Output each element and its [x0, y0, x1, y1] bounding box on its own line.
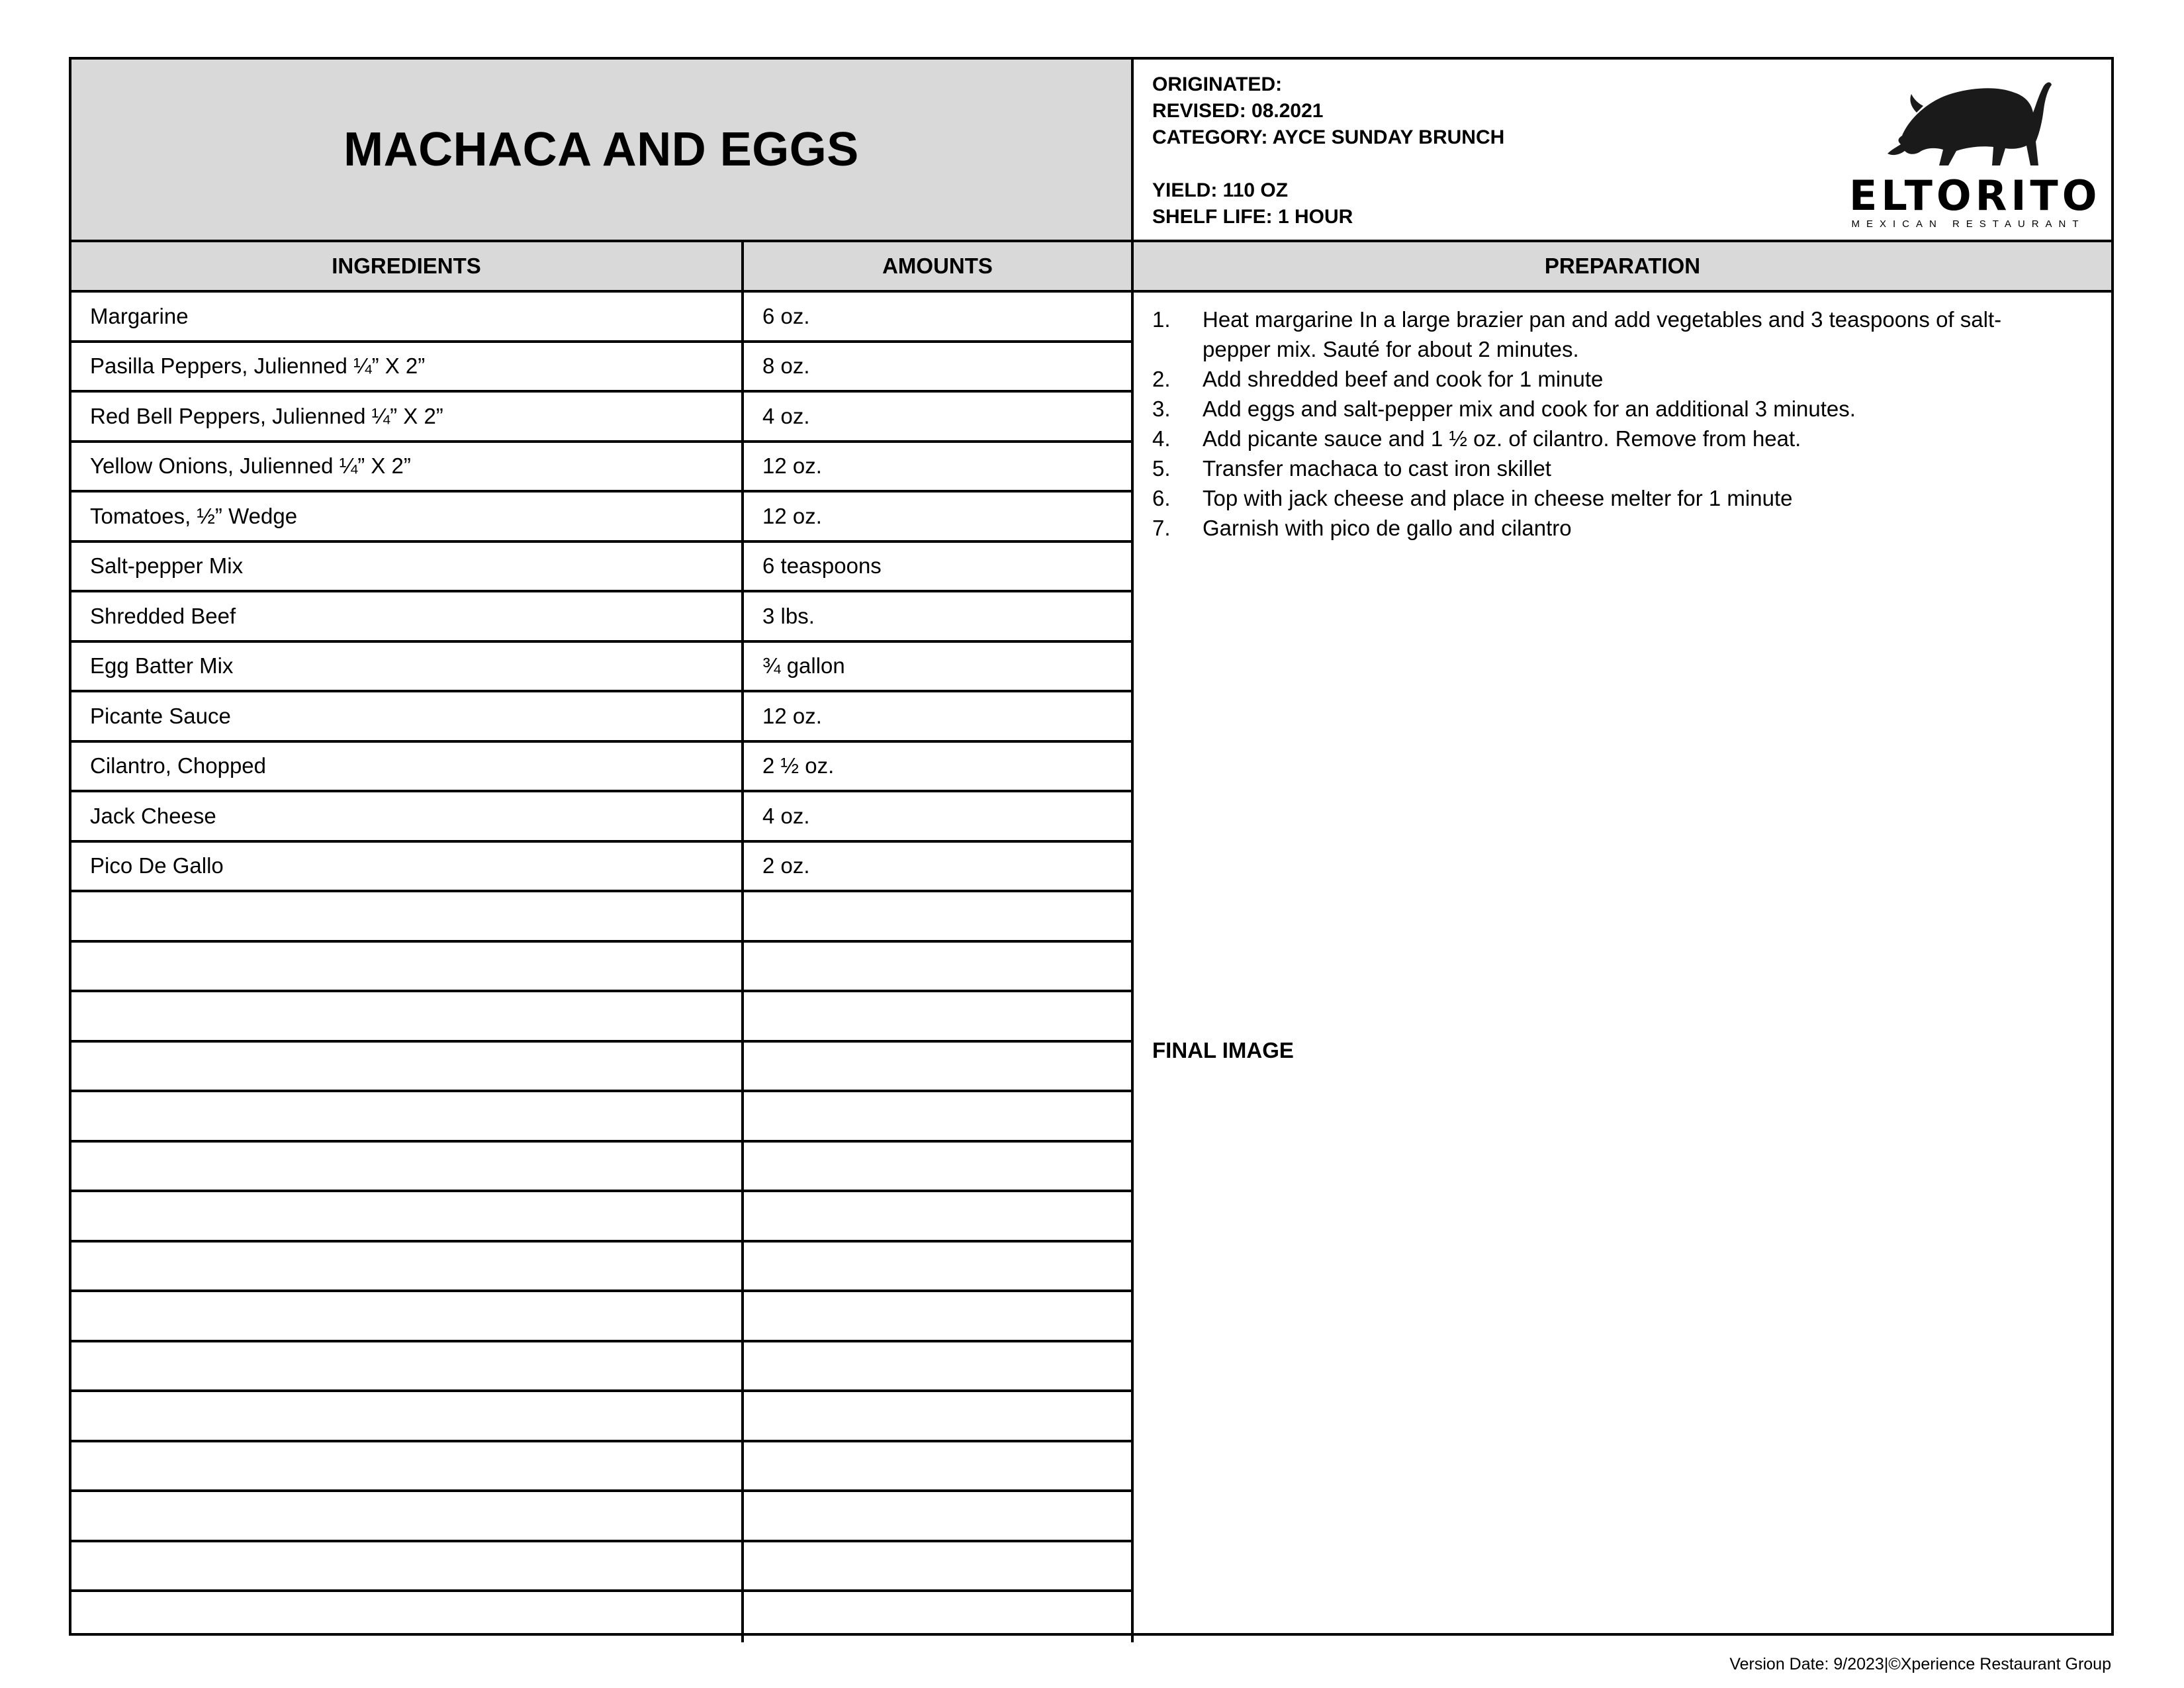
- recipe-card: [69, 57, 2114, 1636]
- step-text: Add eggs and salt-pepper mix and cook for an additional 3 minutes.: [1203, 397, 1856, 421]
- ingredient-cell: Jack Cheese: [71, 792, 744, 840]
- table-row: [71, 1192, 1134, 1243]
- table-row: [71, 1243, 1134, 1293]
- amount-cell: [744, 943, 1134, 990]
- amount-cell: [744, 1043, 1134, 1090]
- ingredient-cell: [71, 1292, 744, 1340]
- amount-cell: 6 oz.: [744, 293, 1134, 340]
- step-number: 4.: [1152, 426, 1171, 451]
- amount-cell: [744, 1592, 1134, 1642]
- table-row: [71, 343, 1134, 393]
- ingredient-cell: [71, 1043, 744, 1090]
- amount-cell: [744, 1243, 1134, 1290]
- amounts-header: AMOUNTS: [744, 242, 1134, 293]
- ingredient-cell: [71, 1592, 744, 1642]
- amount-cell: [744, 1492, 1134, 1540]
- ingredient-cell: Shredded Beef: [71, 592, 744, 640]
- amount-cell: [744, 1092, 1134, 1140]
- ingredient-cell: Tomatoes, ½” Wedge: [71, 492, 744, 540]
- table-row: [71, 1342, 1134, 1393]
- table-row: [71, 892, 1134, 943]
- ingredient-cell: Yellow Onions, Julienned ¼” X 2”: [71, 443, 744, 491]
- preparation-panel: [1134, 293, 2111, 1633]
- yield-label: YIELD: 110 OZ: [1152, 179, 1289, 201]
- amount-cell: 3 lbs.: [744, 592, 1134, 640]
- ingredient-cell: Margarine: [71, 293, 744, 340]
- amount-cell: 4 oz.: [744, 393, 1134, 440]
- step-text: Add shredded beef and cook for 1 minute: [1203, 367, 1604, 391]
- ingredient-cell: [71, 1092, 744, 1140]
- step-number: 6.: [1152, 486, 1171, 510]
- meta-info: [1152, 71, 1504, 230]
- table-row: [71, 1092, 1134, 1143]
- step-text: Heat margarine In a large brazier pan and add vegetables and 3 teaspoons of salt-pepper mix. Sauté for about 2 minutes.: [1203, 307, 2002, 361]
- table-row: [71, 743, 1134, 793]
- step-text: Top with jack cheese and place in cheese melter for 1 minute: [1203, 486, 1793, 510]
- recipe-title: MACHACA AND EGGS: [343, 123, 859, 176]
- ingredient-cell: [71, 992, 744, 1040]
- ingredient-cell: Salt-pepper Mix: [71, 543, 744, 590]
- step-number: 5.: [1152, 456, 1171, 481]
- ingredient-cell: [71, 1143, 744, 1190]
- table-row: [71, 1043, 1134, 1093]
- ingredient-cell: [71, 1342, 744, 1390]
- amount-cell: [744, 1392, 1134, 1440]
- amount-cell: 12 oz.: [744, 492, 1134, 540]
- shelf-life-label: SHELF LIFE: 1 HOUR: [1152, 206, 1353, 228]
- ingredient-cell: Red Bell Peppers, Julienned ¼” X 2”: [71, 393, 744, 440]
- amount-cell: [744, 992, 1134, 1040]
- category-label: CATEGORY: AYCE SUNDAY BRUNCH: [1152, 126, 1505, 148]
- ingredient-cell: Pico De Gallo: [71, 843, 744, 890]
- table-row: [71, 1392, 1134, 1442]
- ingredient-cell: Pasilla Peppers, Julienned ¼” X 2”: [71, 343, 744, 391]
- el-torito-logo: [1849, 73, 2101, 232]
- meta-cell: [1134, 60, 2111, 242]
- ingredients-table: [71, 293, 1134, 1642]
- ingredient-cell: Egg Batter Mix: [71, 643, 744, 690]
- preparation-step: [1152, 394, 2032, 424]
- table-row: [71, 543, 1134, 593]
- amount-cell: [744, 892, 1134, 940]
- bull-icon: [1882, 73, 2054, 172]
- amount-cell: 4 oz.: [744, 792, 1134, 840]
- preparation-step: [1152, 364, 2032, 394]
- amount-cell: [744, 1292, 1134, 1340]
- table-row: [71, 843, 1134, 893]
- table-row: [71, 1592, 1134, 1642]
- preparation-step: [1152, 305, 2032, 364]
- ingredient-cell: [71, 1542, 744, 1590]
- revised-label: REVISED: 08.2021: [1152, 100, 1324, 122]
- amount-cell: 8 oz.: [744, 343, 1134, 391]
- ingredient-cell: [71, 892, 744, 940]
- amount-cell: [744, 1192, 1134, 1240]
- amount-cell: 2 ½ oz.: [744, 743, 1134, 790]
- ingredient-cell: [71, 1243, 744, 1290]
- table-row: [71, 1442, 1134, 1493]
- preparation-step: [1152, 513, 2032, 543]
- step-number: 1.: [1152, 307, 1171, 332]
- amount-cell: [744, 1542, 1134, 1590]
- table-row: [71, 692, 1134, 743]
- table-row: [71, 943, 1134, 993]
- amount-cell: 12 oz.: [744, 443, 1134, 491]
- table-row: [71, 492, 1134, 543]
- ingredient-cell: Cilantro, Chopped: [71, 743, 744, 790]
- ingredient-cell: Picante Sauce: [71, 692, 744, 740]
- table-row: [71, 1542, 1134, 1593]
- table-row: [71, 1292, 1134, 1342]
- ingredient-cell: [71, 1192, 744, 1240]
- table-row: [71, 792, 1134, 843]
- table-row: [71, 1143, 1134, 1193]
- step-number: 7.: [1152, 516, 1171, 540]
- amount-cell: [744, 1442, 1134, 1490]
- table-row: [71, 643, 1134, 693]
- preparation-step: [1152, 483, 2032, 513]
- preparation-steps: [1152, 305, 2032, 543]
- originated-label: ORIGINATED:: [1152, 73, 1283, 95]
- ingredient-cell: [71, 1442, 744, 1490]
- preparation-step: [1152, 453, 2032, 483]
- title-cell: [71, 60, 1134, 242]
- step-number: 2.: [1152, 367, 1171, 391]
- preparation-step: [1152, 424, 2032, 453]
- logo-wordmark: ELTORITO: [1849, 171, 2101, 220]
- ingredients-header: INGREDIENTS: [71, 242, 744, 293]
- table-row: [71, 1492, 1134, 1542]
- amount-cell: [744, 1342, 1134, 1390]
- final-image-label: FINAL IMAGE: [1152, 1038, 1294, 1062]
- ingredient-cell: [71, 1392, 744, 1440]
- amount-cell: [744, 1143, 1134, 1190]
- step-text: Add picante sauce and 1 ½ oz. of cilantro. Remove from heat.: [1203, 426, 1801, 451]
- amount-cell: 2 oz.: [744, 843, 1134, 890]
- amount-cell: 6 teaspoons: [744, 543, 1134, 590]
- preparation-header: PREPARATION: [1134, 242, 2111, 293]
- table-row: [71, 393, 1134, 443]
- step-text: Garnish with pico de gallo and cilantro: [1203, 516, 1572, 540]
- ingredient-cell: [71, 943, 744, 990]
- amount-cell: ¾ gallon: [744, 643, 1134, 690]
- ingredient-cell: [71, 1492, 744, 1540]
- amount-cell: 12 oz.: [744, 692, 1134, 740]
- logo-subtitle: MEXICAN RESTAURANT: [1851, 218, 2085, 230]
- table-row: [71, 293, 1134, 343]
- table-row: [71, 992, 1134, 1043]
- step-number: 3.: [1152, 397, 1171, 421]
- version-footer: Version Date: 9/2023|©Xperience Restaurant Group: [1729, 1655, 2111, 1673]
- table-row: [71, 443, 1134, 493]
- table-row: [71, 592, 1134, 643]
- step-text: Transfer machaca to cast iron skillet: [1203, 456, 1551, 481]
